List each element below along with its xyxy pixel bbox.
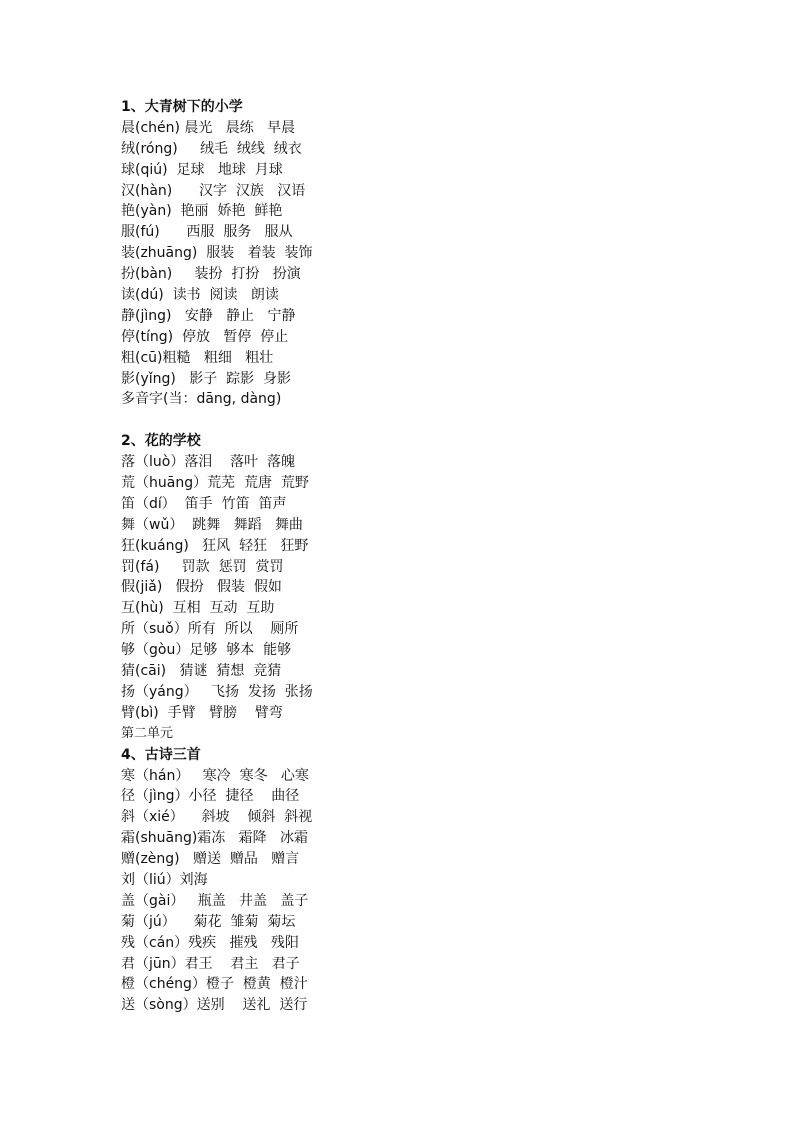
word-line: 互(hù) 互相 互动 互助 — [121, 600, 275, 617]
word-line: 扮(bàn) 装扮 打扮 扮演 — [121, 266, 301, 283]
word-line: 够（gòu）足够 够本 能够 — [121, 642, 292, 659]
section-spacer — [121, 410, 761, 431]
word-line: 霜(shuāng)霜冻 霜降 冰霜 — [121, 830, 309, 847]
word-line: 斜（xié） 斜坡 倾斜 斜视 — [121, 809, 313, 826]
word-line: 粗(cū)粗糙 粗细 粗壮 — [121, 349, 274, 366]
word-line: 残（cán）残疾 摧残 残阳 — [121, 934, 299, 951]
section-1-word-list — [121, 118, 761, 410]
word-line: 服(fú) 西服 服务 服从 — [121, 224, 293, 241]
word-line: 君（jūn）君王 君主 君子 — [121, 955, 300, 972]
word-line: 荒（huāng）荒芜 荒唐 荒野 — [121, 475, 309, 492]
section-4-word-list — [121, 766, 761, 1017]
word-line: 橙（chéng）橙子 橙黄 橙汁 — [121, 976, 308, 993]
word-line: 猜(cāi) 猜谜 猜想 竞猜 — [121, 663, 282, 680]
section-2-word-list — [121, 452, 761, 724]
word-line: 扬（yáng） 飞扬 发扬 张扬 — [121, 683, 313, 700]
document-page — [121, 97, 761, 1016]
word-line: 装(zhuāng) 服装 着装 装饰 — [121, 245, 313, 262]
word-line: 赠(zèng) 赠送 赠品 赠言 — [121, 851, 300, 868]
unit-label: 第二单元 — [121, 725, 174, 741]
word-line: 多音字(当：dāng, dàng) — [121, 391, 282, 408]
word-line: 读(dú) 读书 阅读 朗读 — [121, 287, 279, 304]
word-line: 寒（hán） 寒冷 寒冬 心寒 — [121, 767, 309, 784]
word-line: 所（suǒ）所有 所以 厕所 — [121, 621, 299, 638]
word-line: 静(jìng) 安静 静止 宁静 — [121, 307, 296, 324]
word-line: 送（sòng）送别 送礼 送行 — [121, 997, 308, 1014]
word-line: 落（luò）落泪 落叶 落魄 — [121, 454, 296, 471]
word-line: 假(jiǎ) 假扮 假装 假如 — [121, 579, 282, 596]
word-line: 盖（gài） 瓶盖 井盖 盖子 — [121, 892, 309, 909]
word-line: 绒(róng) 绒毛 绒线 绒衣 — [121, 140, 302, 157]
word-line: 艳(yàn) 艳丽 娇艳 鲜艳 — [121, 203, 283, 220]
word-line: 笛（dí） 笛手 竹笛 笛声 — [121, 495, 287, 512]
word-line: 影(yǐng) 影子 踪影 身影 — [121, 370, 292, 387]
word-line: 径（jìng）小径 捷径 曲径 — [121, 788, 300, 805]
word-line: 刘（liú）刘海 — [121, 871, 208, 888]
word-line: 菊（jú） 菊花 雏菊 菊坛 — [121, 913, 296, 930]
word-line: 舞（wǔ） 跳舞 舞蹈 舞曲 — [121, 516, 303, 533]
section-title-4: 4、古诗三首 — [121, 746, 201, 763]
word-line: 晨(chén) 晨光 晨练 早晨 — [121, 119, 296, 136]
word-line: 臂(bì) 手臂 臂膀 臂弯 — [121, 704, 283, 721]
section-title-1: 1、大青树下的小学 — [121, 99, 243, 115]
word-line: 汉(hàn) 汉字 汉族 汉语 — [121, 182, 306, 199]
section-title-2: 2、花的学校 — [121, 433, 201, 450]
word-line: 球(qiú) 足球 地球 月球 — [121, 161, 283, 178]
word-line: 罚(fá) 罚款 惩罚 赏罚 — [121, 558, 284, 575]
word-line: 狂(kuáng) 狂风 轻狂 狂野 — [121, 537, 309, 554]
word-line: 停(tíng) 停放 暂停 停止 — [121, 328, 289, 345]
